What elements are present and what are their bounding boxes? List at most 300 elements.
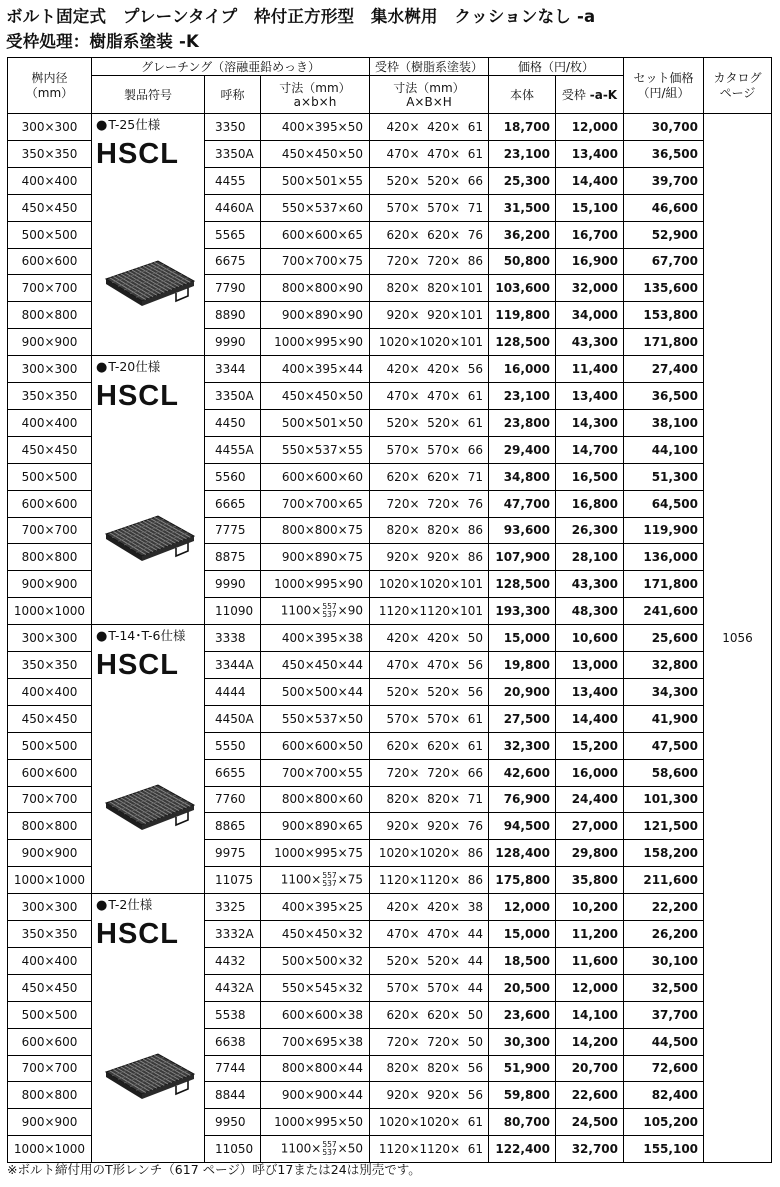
grating-dim-cell: 400×395×44 [261,356,370,383]
frame-dim-cell: 920× 920× 56 [370,1082,489,1109]
call-cell: 4460A [205,194,261,221]
bullet-icon: ● [96,360,108,376]
grating-dim-cell: 550×537×55 [261,436,370,463]
call-cell: 7744 [205,1055,261,1082]
price-body-cell: 15,000 [489,921,556,948]
set-price-cell: 52,900 [624,221,704,248]
frame-dim-cell: 420× 420× 50 [370,625,489,652]
inner-size-cell: 700×700 [8,1055,92,1082]
series-code: HSCL [96,380,179,413]
header-set-price: セット価格 （円/組） [624,58,704,114]
inner-size-cell: 500×500 [8,732,92,759]
dim-fraction [322,872,336,888]
grating-dim-cell: 1000×995×50 [261,1109,370,1136]
price-frame-cell: 24,400 [556,786,624,813]
price-frame-cell: 14,400 [556,705,624,732]
call-cell: 7760 [205,786,261,813]
set-price-cell: 25,600 [624,625,704,652]
inner-size-cell: 400×400 [8,167,92,194]
inner-size-cell: 900×900 [8,571,92,598]
call-cell: 5538 [205,1001,261,1028]
frame-dim-cell: 720× 720× 76 [370,490,489,517]
set-price-cell: 135,600 [624,275,704,302]
fraction-top: 557 [322,602,337,612]
frame-dim-cell: 420× 420× 56 [370,356,489,383]
call-cell: 9990 [205,571,261,598]
page-title: ボルト固定式 プレーンタイプ 枠付正方形型 集水桝用 クッションなし -a [6,7,596,26]
frame-dim-cell: 520× 520× 56 [370,678,489,705]
price-body-cell: 119,800 [489,302,556,329]
call-cell: 7775 [205,517,261,544]
price-body-cell: 76,900 [489,786,556,813]
call-cell: 3350A [205,140,261,167]
price-frame-cell: 10,600 [556,625,624,652]
inner-size-cell: 800×800 [8,813,92,840]
inner-size-cell: 350×350 [8,652,92,679]
price-body-cell: 42,600 [489,759,556,786]
grating-image [102,253,198,313]
grating-dim-cell: 500×500×44 [261,678,370,705]
grating-dim-cell: 600×600×50 [261,732,370,759]
price-body-cell: 18,700 [489,114,556,141]
set-price-cell: 121,500 [624,813,704,840]
frame-dim-cell: 420× 420× 61 [370,114,489,141]
product-code-cell [92,114,205,356]
set-price-cell: 58,600 [624,759,704,786]
grating-dim-cell: 700×695×38 [261,1028,370,1055]
grating-dim-cell: 600×600×60 [261,463,370,490]
price-body-cell: 19,800 [489,652,556,679]
inner-size-cell: 800×800 [8,1082,92,1109]
frame-dim-cell: 820× 820×101 [370,275,489,302]
call-cell: 11090 [205,598,261,625]
grating-dim-cell: 900×900×44 [261,1082,370,1109]
call-cell: 11050 [205,1136,261,1163]
frame-dim-cell: 570× 570× 44 [370,974,489,1001]
frame-dim-cell: 470× 470× 61 [370,383,489,410]
grating-dim-cell: 600×600×65 [261,221,370,248]
inner-size-cell: 700×700 [8,275,92,302]
price-frame-cell: 16,500 [556,463,624,490]
set-price-cell: 30,700 [624,114,704,141]
price-body-cell: 128,400 [489,840,556,867]
inner-size-cell: 450×450 [8,705,92,732]
set-price-cell: 44,500 [624,1028,704,1055]
grating-dim-cell: 700×700×55 [261,759,370,786]
price-body-cell: 23,100 [489,383,556,410]
grating-dim-cell: 400×395×25 [261,894,370,921]
price-body-cell: 31,500 [489,194,556,221]
call-cell: 3338 [205,625,261,652]
call-cell: 5550 [205,732,261,759]
spec-text: T-2仕様 [108,897,153,913]
frame-dim-cell: 620× 620× 61 [370,732,489,759]
price-frame-cell: 22,600 [556,1082,624,1109]
set-price-cell: 82,400 [624,1082,704,1109]
price-body-cell: 23,100 [489,140,556,167]
price-body-cell: 175,800 [489,867,556,894]
set-price-cell: 136,000 [624,544,704,571]
inner-size-cell: 500×500 [8,463,92,490]
price-frame-cell: 14,100 [556,1001,624,1028]
grating-dim-cell: 400×395×50 [261,114,370,141]
inner-size-cell: 700×700 [8,517,92,544]
frame-dim-cell: 620× 620× 71 [370,463,489,490]
product-code-cell [92,894,205,1163]
set-price-cell: 72,600 [624,1055,704,1082]
price-body-cell: 20,500 [489,974,556,1001]
frame-dim-cell: 920× 920×101 [370,302,489,329]
header-call: 呼称 [205,76,261,114]
call-cell: 3332A [205,921,261,948]
call-cell: 4444 [205,678,261,705]
call-cell: 3344A [205,652,261,679]
set-price-cell: 158,200 [624,840,704,867]
price-body-cell: 20,900 [489,678,556,705]
price-frame-cell: 34,000 [556,302,624,329]
grating-dim-cell: 450×450×44 [261,652,370,679]
grating-dim-cell: 1000×995×90 [261,329,370,356]
grating-dim-cell: 550×537×60 [261,194,370,221]
inner-size-cell: 900×900 [8,1109,92,1136]
header-product-code: 製品符号 [92,76,205,114]
price-frame-cell: 35,800 [556,867,624,894]
dim-prefix: 1100× [280,1141,322,1156]
price-body-cell: 93,600 [489,517,556,544]
inner-size-cell: 450×450 [8,436,92,463]
inner-size-cell: 800×800 [8,544,92,571]
call-cell: 4455 [205,167,261,194]
price-frame-cell: 12,000 [556,114,624,141]
price-body-cell: 128,500 [489,571,556,598]
set-price-cell: 153,800 [624,302,704,329]
header-frame: 受枠（樹脂系塗装） [370,58,489,76]
grating-image [102,777,198,837]
price-frame-cell: 14,200 [556,1028,624,1055]
frame-dim-cell: 720× 720× 66 [370,759,489,786]
price-frame-cell: 16,800 [556,490,624,517]
grating-dim-cell [261,867,370,894]
grating-dim-cell: 550×537×50 [261,705,370,732]
price-body-cell: 107,900 [489,544,556,571]
price-body-cell: 103,600 [489,275,556,302]
set-price-cell: 32,800 [624,652,704,679]
product-code-cell [92,625,205,894]
frame-dim-cell: 1120×1120× 61 [370,1136,489,1163]
set-price-cell: 36,500 [624,383,704,410]
price-body-cell: 80,700 [489,1109,556,1136]
set-price-cell: 101,300 [624,786,704,813]
set-price-cell: 119,900 [624,517,704,544]
inner-size-cell: 300×300 [8,114,92,141]
price-body-cell: 59,800 [489,1082,556,1109]
call-cell: 4432 [205,947,261,974]
price-frame-cell: 16,900 [556,248,624,275]
grating-dim-cell: 800×800×60 [261,786,370,813]
price-frame-cell: 13,400 [556,383,624,410]
price-body-cell: 50,800 [489,248,556,275]
header-grating: グレーチング（溶融亜鉛めっき） [92,58,370,76]
dim-prefix: 1100× [280,872,322,887]
header-dim-grating: 寸法（mm） a×b×h [261,76,370,114]
inner-size-cell: 400×400 [8,409,92,436]
inner-size-cell: 600×600 [8,1028,92,1055]
price-body-cell: 51,900 [489,1055,556,1082]
call-cell: 11075 [205,867,261,894]
frame-dim-cell: 720× 720× 86 [370,248,489,275]
call-cell: 5560 [205,463,261,490]
frame-dim-cell: 570× 570× 66 [370,436,489,463]
fraction-bottom: 537 [322,610,337,620]
call-cell: 4455A [205,436,261,463]
series-code: HSCL [96,138,179,170]
price-frame-cell: 11,600 [556,947,624,974]
price-frame-cell: 14,700 [556,436,624,463]
price-body-cell: 193,300 [489,598,556,625]
grating-image [102,1046,198,1106]
bullet-icon: ● [96,118,108,133]
call-cell: 3325 [205,894,261,921]
price-body-cell: 12,000 [489,894,556,921]
frame-dim-cell: 420× 420× 38 [370,894,489,921]
call-cell: 4450 [205,409,261,436]
price-body-cell: 34,800 [489,463,556,490]
inner-size-cell: 600×600 [8,248,92,275]
inner-size-cell: 300×300 [8,894,92,921]
inner-size-cell: 600×600 [8,490,92,517]
frame-dim-cell: 820× 820× 56 [370,1055,489,1082]
price-body-cell: 25,300 [489,167,556,194]
spec-label [96,119,160,132]
price-table-body [8,114,772,1163]
price-body-cell: 30,300 [489,1028,556,1055]
inner-size-cell: 900×900 [8,329,92,356]
grating-dim-cell: 900×890×65 [261,813,370,840]
price-frame-cell: 12,000 [556,974,624,1001]
price-body-cell: 15,000 [489,625,556,652]
call-cell: 6665 [205,490,261,517]
page-subtitle: 受枠処理：樹脂系塗装 -K [6,32,199,51]
price-frame-cell: 13,400 [556,140,624,167]
spec-label [96,899,152,912]
inner-size-cell: 1000×1000 [8,598,92,625]
header-dim-frame: 寸法（mm） A×B×H [370,76,489,114]
dim-suffix: ×75 [337,872,363,887]
set-price-cell: 67,700 [624,248,704,275]
grating-dim-cell: 800×800×90 [261,275,370,302]
inner-size-cell: 500×500 [8,1001,92,1028]
price-body-cell: 36,200 [489,221,556,248]
price-frame-cell: 43,300 [556,329,624,356]
grating-dim-cell: 450×450×50 [261,140,370,167]
frame-dim-cell: 520× 520× 66 [370,167,489,194]
price-frame-cell: 16,700 [556,221,624,248]
fraction-bottom: 537 [322,1148,337,1158]
frame-dim-cell: 920× 920× 76 [370,813,489,840]
inner-size-cell: 400×400 [8,678,92,705]
set-price-cell: 241,600 [624,598,704,625]
price-frame-cell: 29,800 [556,840,624,867]
inner-size-cell: 350×350 [8,140,92,167]
price-body-cell: 23,800 [489,409,556,436]
spec-label [96,630,185,643]
set-price-cell: 105,200 [624,1109,704,1136]
spec-text: T-20仕様 [108,359,161,375]
series-code: HSCL [96,918,179,951]
inner-size-cell: 700×700 [8,786,92,813]
frame-dim-cell: 470× 470× 44 [370,921,489,948]
series-code: HSCL [96,649,179,682]
product-code-cell [92,356,205,625]
call-cell: 8875 [205,544,261,571]
price-frame-cell: 32,000 [556,275,624,302]
frame-dim-cell: 1020×1020× 61 [370,1109,489,1136]
price-frame-cell: 43,300 [556,571,624,598]
grating-dim-cell: 800×800×44 [261,1055,370,1082]
frame-dim-cell: 570× 570× 61 [370,705,489,732]
grating-dim-cell: 550×545×32 [261,974,370,1001]
call-cell: 3350 [205,114,261,141]
grating-dim-cell [261,598,370,625]
inner-size-cell: 450×450 [8,974,92,1001]
inner-size-cell: 350×350 [8,383,92,410]
call-cell: 4432A [205,974,261,1001]
inner-size-cell: 1000×1000 [8,867,92,894]
set-price-cell: 37,700 [624,1001,704,1028]
dim-suffix: ×50 [337,1141,363,1156]
call-cell: 9990 [205,329,261,356]
grating-dim-cell: 600×600×38 [261,1001,370,1028]
price-body-cell: 94,500 [489,813,556,840]
header-inner-size: 桝内径 （mm） [8,58,92,114]
catalog-page-cell: 1056 [704,114,772,1163]
set-price-cell: 32,500 [624,974,704,1001]
dim-suffix: ×90 [337,603,363,618]
set-price-cell: 211,600 [624,867,704,894]
set-price-cell: 27,400 [624,356,704,383]
set-price-cell: 46,600 [624,194,704,221]
price-frame-cell: 11,200 [556,921,624,948]
set-price-cell: 171,800 [624,571,704,598]
set-price-cell: 51,300 [624,463,704,490]
header-price: 価格（円/枚） [489,58,624,76]
frame-dim-cell: 470× 470× 56 [370,652,489,679]
inner-size-cell: 900×900 [8,840,92,867]
set-price-cell: 64,500 [624,490,704,517]
price-body-cell: 29,400 [489,436,556,463]
call-cell: 8844 [205,1082,261,1109]
set-price-cell: 47,500 [624,732,704,759]
price-frame-cell: 26,300 [556,517,624,544]
price-frame-cell: 13,400 [556,678,624,705]
table-row [8,114,772,141]
frame-dim-cell: 620× 620× 50 [370,1001,489,1028]
price-frame-cell: 48,300 [556,598,624,625]
price-frame-cell: 10,200 [556,894,624,921]
price-frame-cell: 14,300 [556,409,624,436]
grating-dim-cell: 450×450×32 [261,921,370,948]
inner-size-cell: 400×400 [8,947,92,974]
price-frame-cell: 11,400 [556,356,624,383]
bullet-icon: ● [96,898,108,914]
price-body-cell: 122,400 [489,1136,556,1163]
price-body-cell: 47,700 [489,490,556,517]
fraction-top: 557 [322,1140,337,1150]
frame-dim-cell: 820× 820× 86 [370,517,489,544]
price-body-cell: 27,500 [489,705,556,732]
grating-dim-cell: 700×700×75 [261,248,370,275]
table-row [8,894,772,921]
set-price-cell: 22,200 [624,894,704,921]
frame-dim-cell: 720× 720× 50 [370,1028,489,1055]
grating-dim-cell [261,1136,370,1163]
set-price-cell: 34,300 [624,678,704,705]
call-cell: 3344 [205,356,261,383]
price-body-cell: 16,000 [489,356,556,383]
frame-dim-cell: 620× 620× 76 [370,221,489,248]
price-frame-cell: 13,000 [556,652,624,679]
grating-dim-cell: 700×700×65 [261,490,370,517]
inner-size-cell: 300×300 [8,356,92,383]
grating-dim-cell: 500×500×32 [261,947,370,974]
spec-text: T-25仕様 [108,117,161,132]
call-cell: 9975 [205,840,261,867]
set-price-cell: 39,700 [624,167,704,194]
frame-dim-cell: 1020×1020×101 [370,329,489,356]
fraction-bottom: 537 [322,879,337,889]
set-price-cell: 171,800 [624,329,704,356]
call-cell: 5565 [205,221,261,248]
price-frame-cell: 15,200 [556,732,624,759]
grating-dim-cell: 900×890×90 [261,302,370,329]
price-frame-cell: 16,000 [556,759,624,786]
price-frame-cell: 20,700 [556,1055,624,1082]
set-price-cell: 26,200 [624,921,704,948]
price-body-cell: 32,300 [489,732,556,759]
inner-size-cell: 500×500 [8,221,92,248]
call-cell: 3350A [205,383,261,410]
grating-dim-cell: 500×501×55 [261,167,370,194]
call-cell: 9950 [205,1109,261,1136]
price-body-cell: 18,500 [489,947,556,974]
inner-size-cell: 1000×1000 [8,1136,92,1163]
price-frame-cell: 27,000 [556,813,624,840]
header-price-frame: 受枠 -a-K [556,76,624,114]
dim-fraction [322,1141,336,1157]
call-cell: 8865 [205,813,261,840]
frame-dim-cell: 520× 520× 44 [370,947,489,974]
frame-dim-cell: 1120×1120×101 [370,598,489,625]
frame-dim-cell: 1120×1120× 86 [370,867,489,894]
set-price-cell: 36,500 [624,140,704,167]
price-body-cell: 128,500 [489,329,556,356]
grating-image [102,508,198,568]
set-price-cell: 30,100 [624,947,704,974]
price-frame-cell: 24,500 [556,1109,624,1136]
dim-prefix: 1100× [280,603,322,618]
call-cell: 8890 [205,302,261,329]
inner-size-cell: 800×800 [8,302,92,329]
header-catalog: カタログ ページ [704,58,772,114]
price-frame-cell: 28,100 [556,544,624,571]
frame-dim-cell: 820× 820× 71 [370,786,489,813]
frame-dim-cell: 470× 470× 61 [370,140,489,167]
table-row [8,625,772,652]
call-cell: 6638 [205,1028,261,1055]
grating-dim-cell: 400×395×38 [261,625,370,652]
frame-dim-cell: 520× 520× 61 [370,409,489,436]
inner-size-cell: 450×450 [8,194,92,221]
